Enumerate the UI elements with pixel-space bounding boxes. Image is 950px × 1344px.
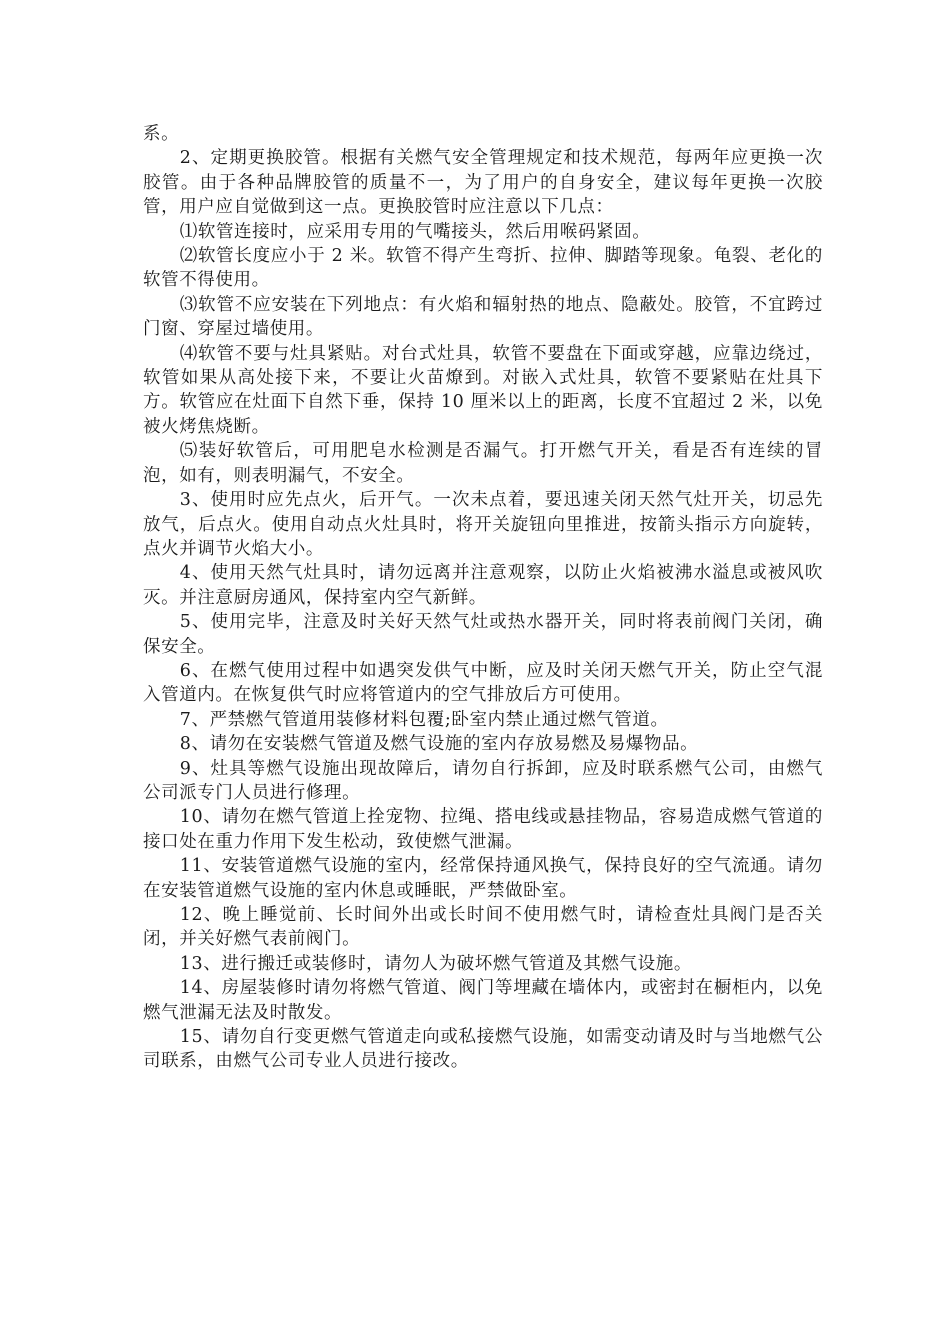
paragraph-item-4: 4、使用天然气灶具时，请勿远离并注意观察，以防止火焰被沸水溢息或被风吹灭。并注意厨房通风，保持室内空气新鲜。 xyxy=(143,563,823,608)
paragraph-item-7: 7、严禁燃气管道用装修材料包覆;卧室内禁止通过燃气管道。 xyxy=(179,709,669,730)
paragraph-item-6: 6、在燃气使用过程中如遇突发供气中断，应及时关闭天燃气开关，防止空气混入管道内。在恢复供气时应将管道内的空气排放后方可使用。 xyxy=(143,660,823,706)
paragraph-item-13: 13、进行搬迁或装修时，请勿人为破坏燃气管道及其燃气设施。 xyxy=(179,953,692,974)
paragraph-subitem-1: ⑴软管连接时，应采用专用的气嘴接头，然后用喉码紧固。 xyxy=(179,221,651,242)
paragraph-item-8: 8、请勿在安装燃气管道及燃气设施的室内存放易燃及易爆物品。 xyxy=(179,734,699,755)
paragraph-subitem-5: ⑸装好软管后，可用肥皂水检测是否漏气。打开燃气开关，看是否有连续的冒泡，如有，则表明漏气，不安全。 xyxy=(143,441,823,486)
paragraph-item-15: 15、请勿自行变更燃气管道走向或私接燃气设施，如需变动请及时与当地燃气公司联系，由燃气公司专业人员进行接改。 xyxy=(143,1027,823,1072)
paragraph-item-12: 12、晚上睡觉前、长时间外出或长时间不使用燃气时，请检查灶具阀门是否关闭，并关好燃气表前阀门。 xyxy=(143,905,823,950)
document-body xyxy=(143,122,823,1074)
paragraph-item-11: 11、安装管道燃气设施的室内，经常保持通风换气，保持良好的空气流通。请勿在安装管道燃气设施的室内休息或睡眠，严禁做卧室。 xyxy=(143,856,823,901)
paragraph-subitem-4: ⑷软管不要与灶具紧贴。对台式灶具，软管不要盘在下面或穿越，应靠边绕过，软管如果从高处接下来，不要让火苗燎到。对嵌入式灶具，软管不要紧贴在灶具下方。软管应在灶面下自然下垂，保持 10 厘米以上的距离，长度不宜超过 2 米，以免被火烤焦烧断。 xyxy=(143,343,823,437)
paragraph-item-9: 9、灶具等燃气设施出现故障后，请勿自行拆卸，应及时联系燃气公司，由燃气公司派专门人员进行修理。 xyxy=(143,758,823,803)
paragraph-item-10: 10、请勿在燃气管道上拴宠物、拉绳、搭电线或悬挂物品，容易造成燃气管道的接口处在重力作用下发生松动，致使燃气泄漏。 xyxy=(143,807,823,852)
paragraph-item-14: 14、房屋装修时请勿将燃气管道、阀门等埋藏在墙体内，或密封在橱柜内，以免燃气泄漏无法及时散发。 xyxy=(143,978,823,1023)
paragraph-item-2: 2、定期更换胶管。根据有关燃气安全管理规定和技术规范，每两年应更换一次胶管。由于各种品牌胶管的质量不一，为了用户的自身安全，建议每年更换一次胶管，用户应自觉做到这一点。更换胶管时应注意以下几点： xyxy=(143,148,823,218)
paragraph-subitem-2: ⑵软管长度应小于 2 米。软管不得产生弯折、拉伸、脚踏等现象。龟裂、老化的软管不得使用。 xyxy=(143,246,823,291)
paragraph-continuation: 系。 xyxy=(143,124,180,144)
paragraph-item-5: 5、使用完毕，注意及时关好天然气灶或热水器开关，同时将表前阀门关闭，确保安全。 xyxy=(143,612,823,657)
paragraph-item-3: 3、使用时应先点火，后开气。一次未点着，要迅速关闭天然气灶开关，切忌先放气，后点火。使用自动点火灶具时，将开关旋钮向里推进，按箭头指示方向旋转，点火并调节火焰大小。 xyxy=(143,490,823,559)
paragraph-subitem-3: ⑶软管不应安装在下列地点：有火焰和辐射热的地点、隐蔽处。胶管，不宜跨过门窗、穿屋过墙使用。 xyxy=(143,294,823,340)
